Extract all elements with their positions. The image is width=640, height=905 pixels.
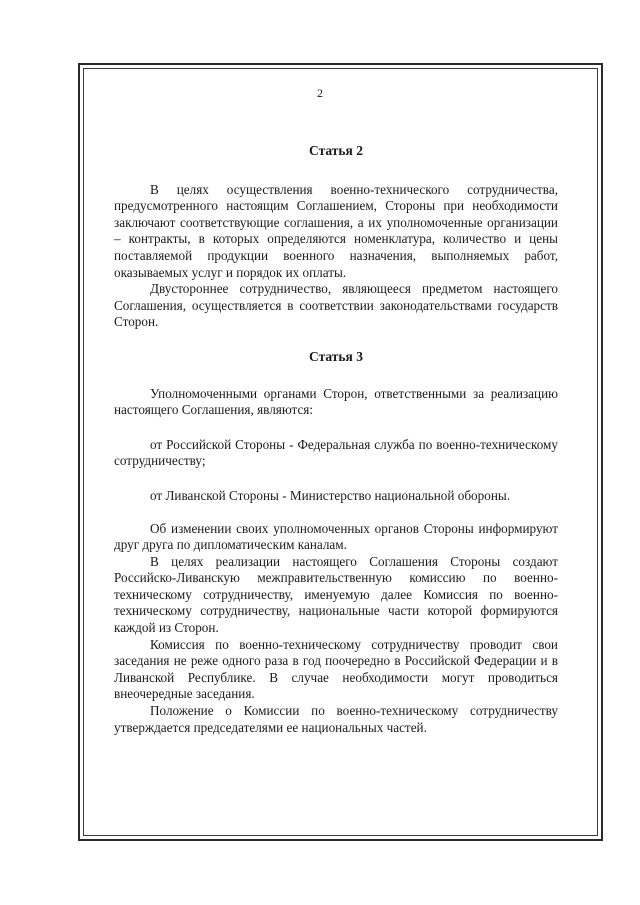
page-number: 2 [317,86,323,100]
article-3-paragraph-4: Положение о Комиссии по военно-техническому сотрудничеству утверждается председателями ее национальных частей. [114,703,558,735]
article-3-paragraph-3: Комиссия по военно-техническому сотрудничеству проводит свои заседания не реже одного раза в год поочередно в Российской Федерации и в Ливанской Республике. В случае необходимости могут проводиться внеочередные заседания. [114,636,558,702]
article-2-paragraph-2: Двустороннее сотрудничество, являющееся предметом настоящего Соглашения, осуществляется в соответствии законодательствами государств Сторон. [114,281,558,330]
article-3-russian-side: от Российской Стороны - Федеральная служба по военно-техническому сотрудничеству; [114,436,558,469]
article-2-paragraph-1: В целях осуществления военно-технического сотрудничества, предусмотренного настоящим Соглашением, Стороны при необходимости заключают соответствующие соглашения, а их уполномоченные организации – контракты, в которых определяются номенклатура, количество и цены поставляемой продукции военного назначения, выполняемых работ, оказываемых услуг и порядок их оплаты. [114,181,558,280]
article-3-paragraph-2: В целях реализации настоящего Соглашения Стороны создают Российско-Ливанскую межправительственную комиссию по военно-техническому сотрудничеству, именуемую далее Комиссия по военно-техническому сотрудничеству, национальные части которой формируются каждой из Сторон. [114,553,558,636]
document-body [114,143,558,736]
article-2-heading: Статья 2 [309,143,363,158]
article-3-heading: Статья 3 [309,348,363,364]
article-3-lebanese-side: от Ливанской Стороны - Министерство национальной обороны. [150,487,511,503]
article-3-intro: Уполномоченными органами Сторон, ответственными за реализацию настоящего Соглашения, являются: [114,385,558,418]
article-3-paragraph-1: Об изменении своих уполномоченных органов Стороны информируют друг друга по дипломатическим каналам. [114,520,558,553]
